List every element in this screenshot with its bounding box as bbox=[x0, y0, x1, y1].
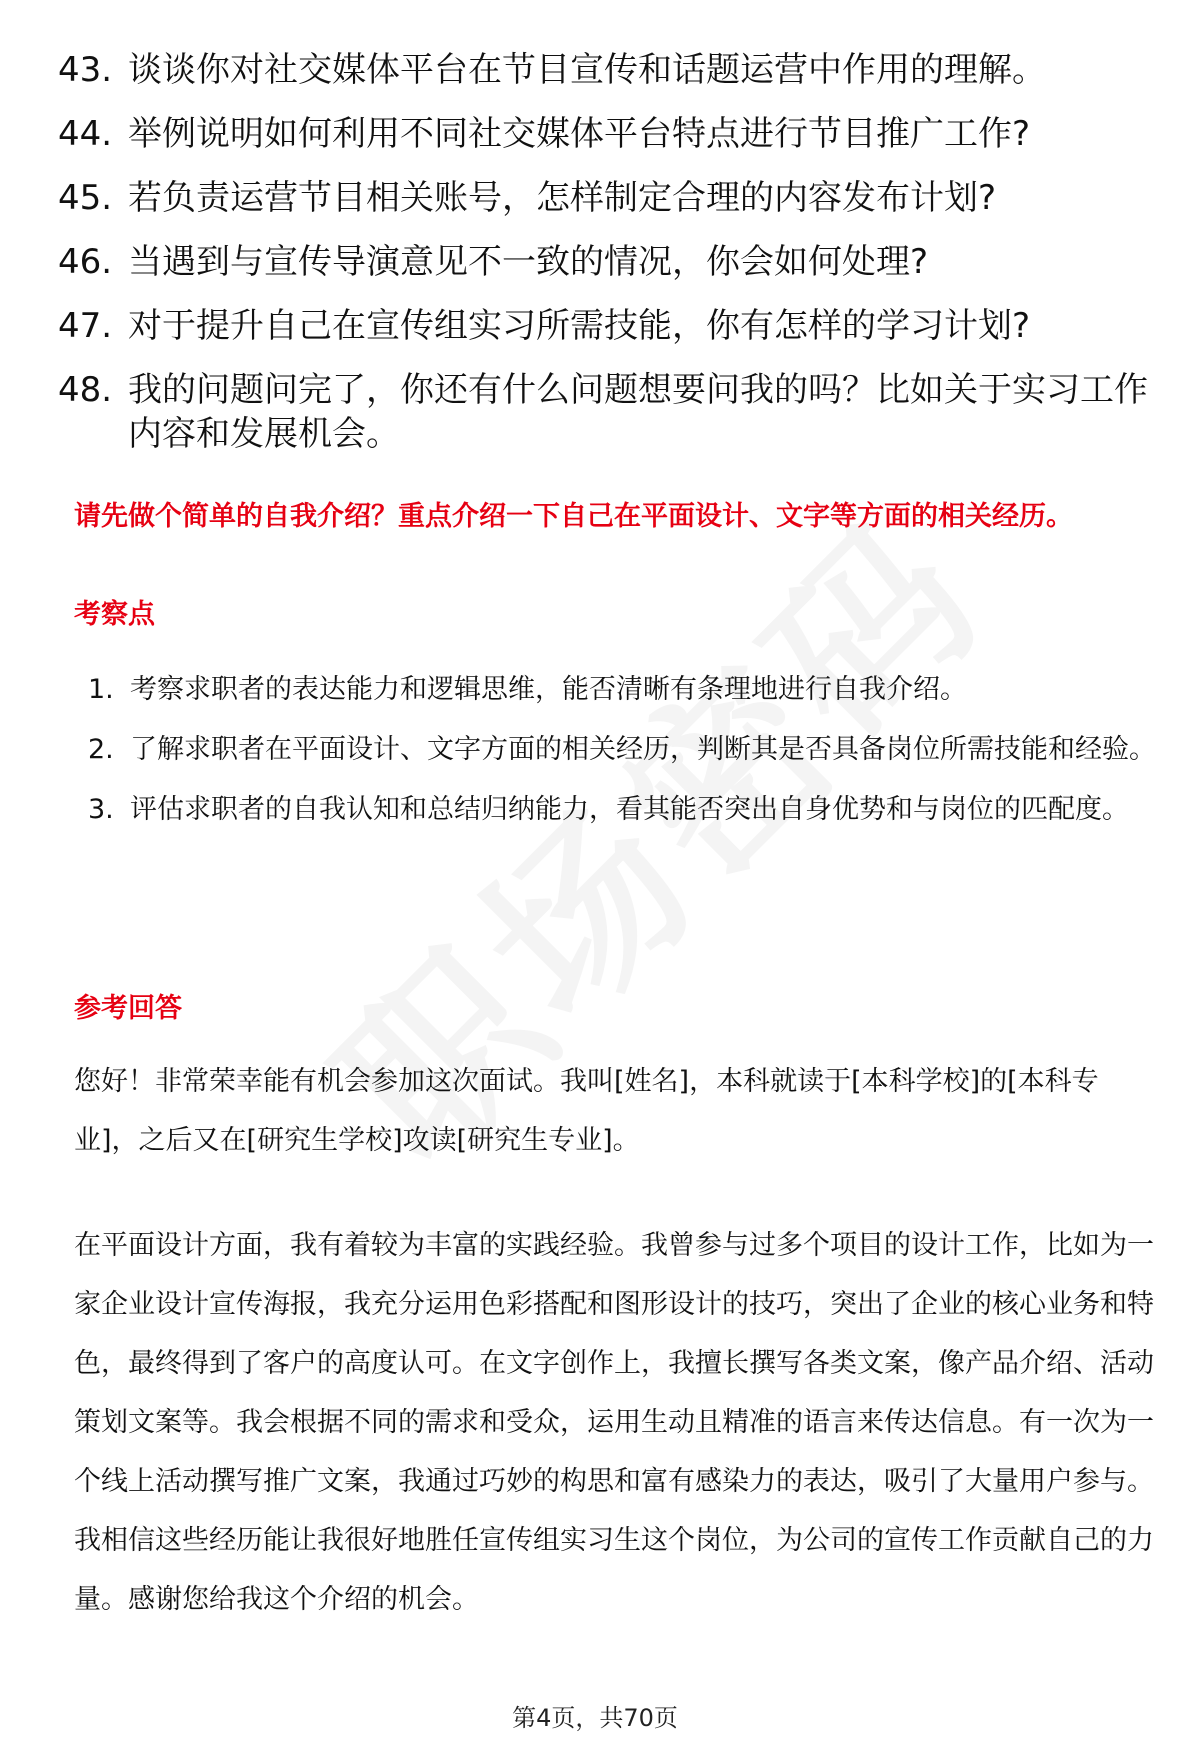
assessment-list bbox=[88, 660, 1158, 840]
reference-paragraph: 您好！非常荣幸能有机会参加这次面试。我叫[姓名]，本科就读于[本科学校]的[本科专业]，之后又在[研究生学校]攻读[研究生专业]。 bbox=[74, 1066, 1099, 1156]
question-item bbox=[58, 48, 1158, 92]
question-text: 若负责运营节目相关账号，怎样制定合理的内容发布计划? bbox=[128, 178, 997, 218]
question-number: 44. bbox=[58, 114, 113, 154]
assessment-number: 3. bbox=[88, 794, 114, 825]
assessment-text: 了解求职者在平面设计、文字方面的相关经历，判断其是否具备岗位所需技能和经验。 bbox=[130, 734, 1156, 765]
assessment-number: 1. bbox=[88, 674, 114, 705]
assessment-item bbox=[88, 720, 1158, 780]
assessment-title: 考察点 bbox=[74, 599, 155, 630]
question-text: 谈谈你对社交媒体平台在节目宣传和话题运营中作用的理解。 bbox=[128, 50, 1046, 90]
question-item bbox=[58, 112, 1158, 156]
question-list bbox=[58, 48, 1158, 476]
question-item bbox=[58, 368, 1158, 456]
question-text: 对于提升自己在宣传组实习所需技能，你有怎样的学习计划? bbox=[128, 306, 1031, 346]
question-number: 43. bbox=[58, 50, 113, 90]
question-number: 47. bbox=[58, 306, 113, 346]
question-item bbox=[58, 176, 1158, 220]
reference-paragraph: 在平面设计方面，我有着较为丰富的实践经验。我曾参与过多个项目的设计工作，比如为一家企业设计宣传海报，我充分运用色彩搭配和图形设计的技巧，突出了企业的核心业务和特色，最终得到了客户的高度认可。在文字创作上，我擅长撰写各类文案，像产品介绍、活动策划文案等。我会根据不同的需求和受众，运用生动且精准的语言来传达信息。有一次为一个线上活动撰写推广文案，我通过巧妙的构思和富有感染力的表达，吸引了大量用户参与。我相信这些经历能让我很好地胜任宣传组实习生这个岗位，为公司的宣传工作贡献自己的力量。感谢您给我这个介绍的机会。 bbox=[74, 1230, 1154, 1615]
assessment-text: 考察求职者的表达能力和逻辑思维，能否清晰有条理地进行自我介绍。 bbox=[130, 674, 967, 705]
reference-title: 参考回答 bbox=[74, 993, 182, 1024]
question-text: 举例说明如何利用不同社交媒体平台特点进行节目推广工作? bbox=[128, 114, 1031, 154]
page-footer: 第4页，共70页 bbox=[512, 1704, 678, 1732]
question-number: 48. bbox=[58, 370, 113, 410]
question-item bbox=[58, 240, 1158, 284]
assessment-item bbox=[88, 660, 1158, 720]
question-number: 46. bbox=[58, 242, 113, 282]
assessment-number: 2. bbox=[88, 734, 114, 765]
question-text: 我的问题问完了，你还有什么问题想要问我的吗？比如关于实习工作内容和发展机会。 bbox=[128, 370, 1148, 454]
question-text: 当遇到与宣传导演意见不一致的情况，你会如何处理? bbox=[128, 242, 929, 282]
assessment-text: 评估求职者的自我认知和总结归纳能力，看其能否突出自身优势和与岗位的匹配度。 bbox=[130, 794, 1129, 825]
question-heading: 请先做个简单的自我介绍？重点介绍一下自己在平面设计、文字等方面的相关经历。 bbox=[74, 501, 1073, 532]
question-number: 45. bbox=[58, 178, 113, 218]
question-item bbox=[58, 304, 1158, 348]
assessment-item bbox=[88, 780, 1158, 840]
